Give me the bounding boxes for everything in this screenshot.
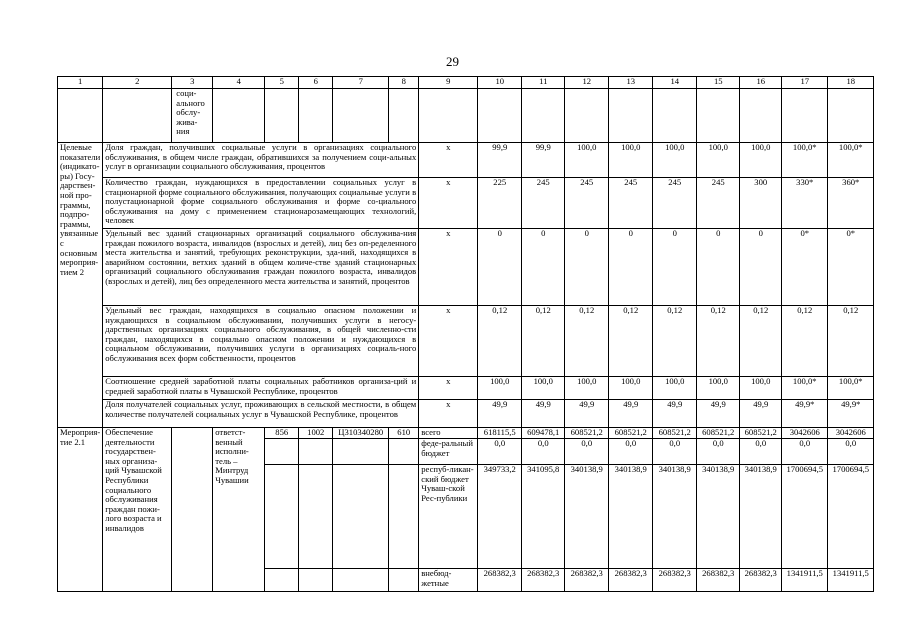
funding-value: 268382,3: [609, 569, 653, 592]
funding-value: 340138,9: [740, 465, 782, 569]
header-row: [58, 77, 874, 89]
indicator-value: 100,0: [565, 143, 609, 178]
indicator-value: 100,0: [697, 143, 740, 178]
funding-value: 340138,9: [653, 465, 697, 569]
funding-value: 3042606: [782, 428, 828, 439]
indicator-value: 49,9: [609, 400, 653, 428]
indicator-value: 100,0: [740, 143, 782, 178]
event-col4: ответст-венный исполни-тель – Минтруд Чувашии: [213, 428, 265, 592]
indicator-group-label: Целевые показатели (индикато-ры) Госу-дарствен-ной про-граммы, подпро-граммы, увязанные с основным мероприя-тием 2: [58, 143, 103, 428]
table-cell: [299, 89, 333, 143]
indicator-value: 100,0*: [782, 143, 828, 178]
table-cell: [58, 89, 103, 143]
table-cell: [828, 89, 874, 143]
indicator-value: 49,9: [697, 400, 740, 428]
indicator-value: 245: [565, 178, 609, 229]
header-cell: 1: [58, 77, 103, 89]
funding-source-label: феде-ральный бюджет: [419, 439, 478, 465]
funding-value: 340138,9: [697, 465, 740, 569]
indicator-value: 100,0: [740, 377, 782, 400]
indicator-value: 0: [609, 229, 653, 306]
funding-value: 268382,3: [565, 569, 609, 592]
table-cell: [782, 89, 828, 143]
table-cell: [265, 89, 299, 143]
indicator-value: 0: [740, 229, 782, 306]
funding-value: 608521,2: [565, 428, 609, 439]
header-cell: 7: [333, 77, 389, 89]
event-col1: Мероприя-тие 2.1: [58, 428, 103, 592]
funding-value: 609478,1: [522, 428, 565, 439]
funding-source-label: внебюд-жетные: [419, 569, 478, 592]
indicator-col9: x: [419, 178, 478, 229]
table-cell: [103, 89, 172, 143]
indicator-value: 49,9*: [828, 400, 874, 428]
table-cell: [389, 89, 419, 143]
indicator-row: [58, 178, 874, 229]
header-cell: 11: [522, 77, 565, 89]
table-cell: [265, 569, 299, 592]
indicator-value: 100,0: [609, 377, 653, 400]
indicator-value: 0,12: [828, 306, 874, 377]
event-col3: [172, 428, 213, 592]
program-table: [57, 76, 874, 592]
indicator-text: Удельный вес зданий стационарных организаций социального обслужива-ния граждан пожилого возраста, инвалидов (взрослых и детей), лиц без оп-ределенного места жительства и занятий, требующих реконструкции, зда-ний, находящихся в аварийном состоянии, ветхих зданий в общем количе-стве зданий стационарных организаций социального обслуживания граждан пожилого возраста, инвалидов (взрослых и детей), лиц без определенного места жительства и занятий, процентов: [103, 229, 419, 306]
indicator-value: 0,12: [782, 306, 828, 377]
header-cell: 13: [609, 77, 653, 89]
table-cell: [740, 89, 782, 143]
header-cell: 10: [478, 77, 522, 89]
table-cell: [697, 89, 740, 143]
funding-value: 0,0: [609, 439, 653, 465]
indicator-text: Доля получателей социальных услуг, проживающих в сельской местности, в общем количестве получателей социальных услуг в Чувашской Республике, процентов: [103, 400, 419, 428]
indicator-value: 0: [653, 229, 697, 306]
indicator-value: 100,0*: [828, 377, 874, 400]
funding-value: 0,0: [522, 439, 565, 465]
header-cell: 6: [299, 77, 333, 89]
indicator-value: 100,0*: [782, 377, 828, 400]
indicator-row: [58, 229, 874, 306]
header-cell: 4: [213, 77, 265, 89]
funding-value: 3042606: [828, 428, 874, 439]
funding-value: 608521,2: [740, 428, 782, 439]
table-cell: [389, 465, 419, 569]
table-cell: [299, 465, 333, 569]
indicator-text: Удельный вес граждан, находящихся в социально опасном положении и нуждающихся в социальном обслуживании, получивших услуги в негосу-дарственных организациях социального обслуживания, в общей численно-сти граждан, находящихся в социально опасном положении и нуждающихся в социальном обслуживании, получивших услуги в организациях социаль-ного обслуживания всех форм собственности, процентов: [103, 306, 419, 377]
funding-value: 268382,3: [653, 569, 697, 592]
table-cell: [299, 439, 333, 465]
event-row: [58, 428, 874, 439]
indicator-value: 100,0: [697, 377, 740, 400]
indicator-value: 100,0: [565, 377, 609, 400]
event-col2: Обеспечение деятельности государствен-ных организа-ций Чувашской Республики социального обслуживания граждан пожи-лого возраста и инвалидов: [103, 428, 172, 592]
table-cell: [265, 439, 299, 465]
indicator-value: 0*: [782, 229, 828, 306]
indicator-row: [58, 400, 874, 428]
indicator-text: Доля граждан, получивших социальные услуги в организациях социального обслуживания, в общем числе граждан, обратившихся за получением соци-альных услуг в организации социального обслуживания, процентов: [103, 143, 419, 178]
indicator-value: 49,9: [740, 400, 782, 428]
indicator-value: 0,12: [740, 306, 782, 377]
table-cell: [419, 89, 478, 143]
indicator-value: 0,12: [653, 306, 697, 377]
funding-value: 0,0: [565, 439, 609, 465]
indicator-text: Соотношение средней заработной платы социальных работников организа-ций и средней заработной платы в Чувашской Республике, процентов: [103, 377, 419, 400]
page-number: 29: [446, 54, 459, 69]
table-cell: [653, 89, 697, 143]
indicator-value: 0: [522, 229, 565, 306]
indicator-value: 49,9: [565, 400, 609, 428]
funding-value: 268382,3: [740, 569, 782, 592]
indicator-value: 0,12: [609, 306, 653, 377]
header-cell: 2: [103, 77, 172, 89]
table-cell: [333, 439, 389, 465]
indicator-value: 49,9: [653, 400, 697, 428]
indicator-value: 300: [740, 178, 782, 229]
funding-value: 1341911,5: [782, 569, 828, 592]
header-cell: 18: [828, 77, 874, 89]
funding-value: 341095,8: [522, 465, 565, 569]
funding-value: 268382,3: [697, 569, 740, 592]
indicator-value: 330*: [782, 178, 828, 229]
indicator-value: 0: [697, 229, 740, 306]
table-cell: [478, 89, 522, 143]
indicator-value: 0,12: [522, 306, 565, 377]
indicator-col9: x: [419, 306, 478, 377]
table-cell: [609, 89, 653, 143]
indicator-value: 245: [522, 178, 565, 229]
funding-value: 1700694,5: [782, 465, 828, 569]
table-cell: [299, 569, 333, 592]
funding-value: 340138,9: [609, 465, 653, 569]
funding-value: 340138,9: [565, 465, 609, 569]
indicator-value: 225: [478, 178, 522, 229]
header-cell: 17: [782, 77, 828, 89]
indicator-value: 49,9*: [782, 400, 828, 428]
header-cell: 3: [172, 77, 213, 89]
table-cell: [333, 569, 389, 592]
indicator-row: [58, 306, 874, 377]
indicator-col9: x: [419, 143, 478, 178]
indicator-value: 0: [478, 229, 522, 306]
funding-value: 608521,2: [653, 428, 697, 439]
continuation-row: [58, 89, 874, 143]
funding-value: 1700694,5: [828, 465, 874, 569]
table-cell: [213, 89, 265, 143]
table-cell: [522, 89, 565, 143]
funding-value: 268382,3: [478, 569, 522, 592]
indicator-col9: x: [419, 400, 478, 428]
indicator-value: 100,0: [653, 377, 697, 400]
indicator-row: [58, 377, 874, 400]
indicator-value: 360*: [828, 178, 874, 229]
indicator-value: 0,12: [565, 306, 609, 377]
funding-value: 0,0: [782, 439, 828, 465]
funding-value: 608521,2: [609, 428, 653, 439]
funding-value: 0,0: [697, 439, 740, 465]
table-cell: соци- ального обслу- жива- ния: [172, 89, 213, 143]
funding-value: 0,0: [478, 439, 522, 465]
funding-value: 608521,2: [697, 428, 740, 439]
header-cell: 8: [389, 77, 419, 89]
indicator-value: 49,9: [522, 400, 565, 428]
funding-value: 0,0: [740, 439, 782, 465]
indicator-value: 49,9: [478, 400, 522, 428]
table-cell: [265, 465, 299, 569]
funding-source-label: всего: [419, 428, 478, 439]
indicator-value: 0*: [828, 229, 874, 306]
event-col6: 1002: [299, 428, 333, 439]
indicator-value: 0: [565, 229, 609, 306]
header-cell: 14: [653, 77, 697, 89]
funding-value: 0,0: [653, 439, 697, 465]
indicator-value: 245: [609, 178, 653, 229]
indicator-row: [58, 143, 874, 178]
funding-value: 1341911,5: [828, 569, 874, 592]
table-cell: [565, 89, 609, 143]
indicator-value: 100,0: [522, 377, 565, 400]
header-cell: 16: [740, 77, 782, 89]
indicator-value: 245: [653, 178, 697, 229]
funding-value: 0,0: [828, 439, 874, 465]
header-cell: 15: [697, 77, 740, 89]
funding-value: 618115,5: [478, 428, 522, 439]
indicator-value: 99,9: [478, 143, 522, 178]
table-cell: [333, 465, 389, 569]
table-cell: [389, 439, 419, 465]
indicator-col9: x: [419, 229, 478, 306]
event-col8: 610: [389, 428, 419, 439]
indicator-text: Количество граждан, нуждающихся в предоставлении социальных услуг в стационарной форме социального обслуживания, получающих социальные услуги в полустационарной форме социального обслуживания и форме со-циального обслуживания на дому с применением стационарозамещающих технологий, человек: [103, 178, 419, 229]
header-cell: 9: [419, 77, 478, 89]
funding-value: 349733,2: [478, 465, 522, 569]
funding-source-label: респуб-ликан-ский бюджет Чуваш-ской Рес-публики: [419, 465, 478, 569]
indicator-value: 100,0: [653, 143, 697, 178]
header-cell: 12: [565, 77, 609, 89]
indicator-value: 245: [697, 178, 740, 229]
event-col7: Ц310340280: [333, 428, 389, 439]
indicator-value: 100,0: [478, 377, 522, 400]
table-cell: [333, 89, 389, 143]
indicator-value: 0,12: [478, 306, 522, 377]
header-cell: 5: [265, 77, 299, 89]
indicator-col9: x: [419, 377, 478, 400]
table-cell: [389, 569, 419, 592]
indicator-value: 99,9: [522, 143, 565, 178]
indicator-value: 100,0*: [828, 143, 874, 178]
indicator-value: 100,0: [609, 143, 653, 178]
indicator-value: 0,12: [697, 306, 740, 377]
funding-value: 268382,3: [522, 569, 565, 592]
event-col5: 856: [265, 428, 299, 439]
